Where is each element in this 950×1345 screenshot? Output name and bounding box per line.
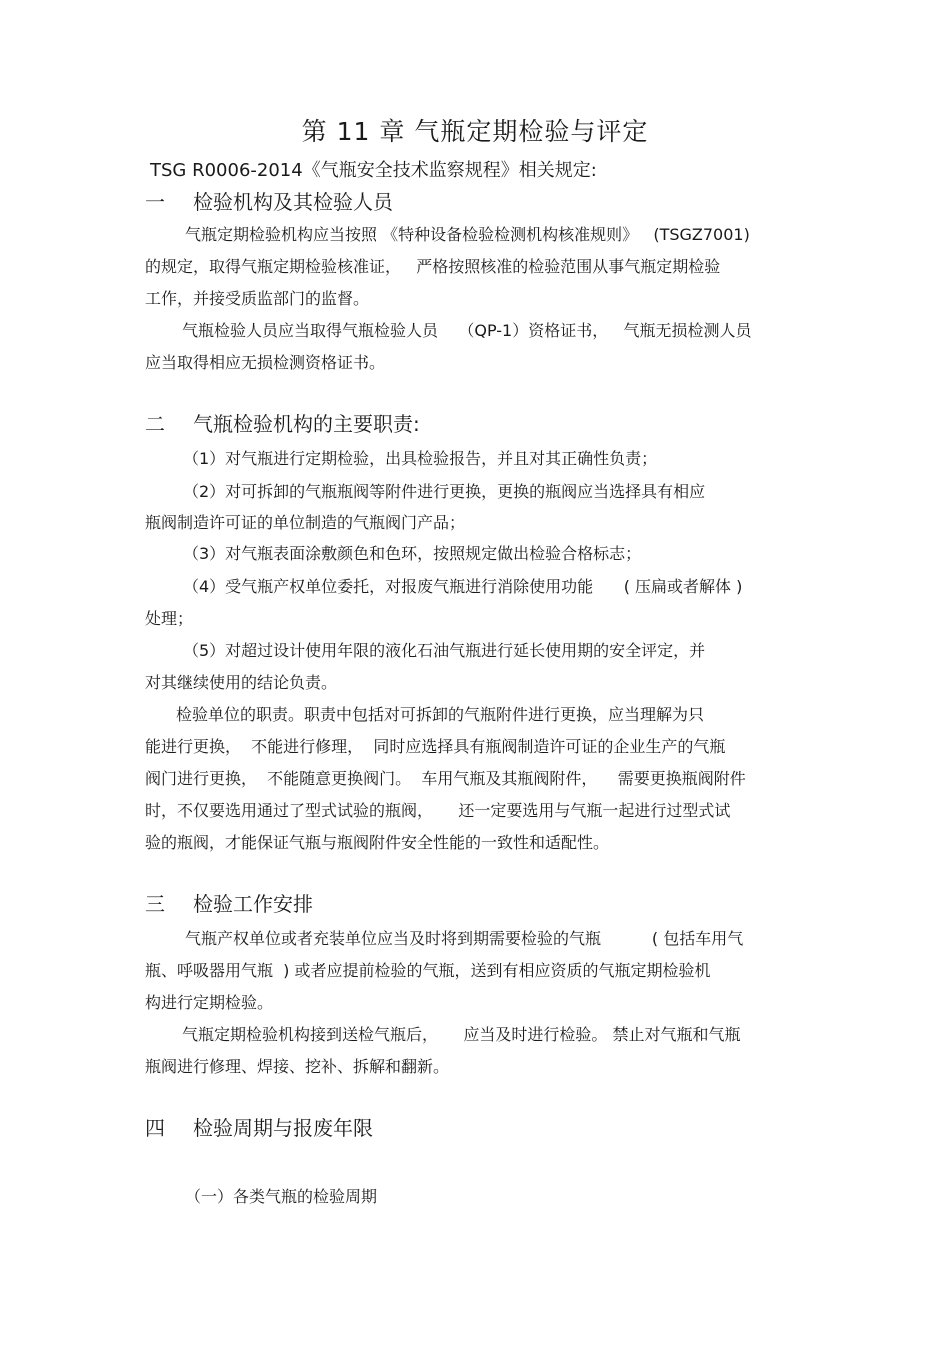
paragraph-line: 气瓶检验人员应当取得气瓶检验人员 （QP-1）资格证书， 气瓶无损检测人员 [182,321,752,340]
section-title: 检验周期与报废年限 [193,1116,373,1140]
section-title: 检验机构及其检验人员 [193,190,393,214]
paragraph-line: 气瓶产权单位或者充装单位应当及时将到期需要检验的气瓶 ( 包括车用气 [185,929,744,948]
paragraph-line: 应当取得相应无损检测资格证书。 [145,353,386,372]
section-number: 一 [145,190,165,214]
paragraph-line: 能进行更换， 不能进行修理， 同时应选择具有瓶阀制造许可证的企业生产的气瓶 [145,737,726,756]
paragraph-line: 瓶、呼吸器用气瓶 ) 或者应提前检验的气瓶，送到有相应资质的气瓶定期检验机 [145,961,711,980]
paragraph-line: 瓶阀制造许可证的单位制造的气瓶阀门产品； [145,513,466,532]
section-title: 气瓶检验机构的主要职责: [193,412,420,436]
section-heading-2 [145,408,420,437]
regulation-subtitle: TSG R0006-2014《气瓶安全技术监察规程》相关规定: [150,160,597,181]
paragraph-line: 对其继续使用的结论负责。 [145,673,338,692]
paragraph-line: 瓶阀进行修理、焊接、挖补、拆解和翻新。 [145,1057,450,1076]
paragraph-line: 气瓶定期检验机构应当按照 《特种设备检验检测机构核准规则》 (TSGZ7001) [185,225,750,244]
paragraph-line: 时，不仅要选用通过了型式试验的瓶阀， 还一定要选用与气瓶一起进行过型式试 [145,801,731,820]
paragraph-line: （4）受气瓶产权单位委托，对报废气瓶进行消除使用功能 ( 压扁或者解体 ) [183,577,743,596]
section-title: 检验工作安排 [193,892,313,916]
paragraph-line: 检验单位的职责。职责中包括对可拆卸的气瓶附件进行更换，应当理解为只 [176,705,705,724]
section-heading-3 [145,888,313,917]
paragraph-line: 的规定，取得气瓶定期检验核准证， 严格按照核准的检验范围从事气瓶定期检验 [145,257,721,276]
subsection-heading: （一）各类气瓶的检验周期 [185,1187,378,1206]
paragraph-line: 验的瓶阀，才能保证气瓶与瓶阀附件安全性能的一致性和适配性。 [145,833,610,852]
paragraph-line: （1）对气瓶进行定期检验，出具检验报告，并且对其正确性负责； [183,449,658,468]
section-heading-1 [145,186,393,215]
paragraph-line: 处理； [145,609,194,628]
paragraph-line: （5）对超过设计使用年限的液化石油气瓶进行延长使用期的安全评定，并 [183,641,706,660]
section-heading-4 [145,1112,373,1141]
paragraph-line: 工作，并接受质监部门的监督。 [145,289,370,308]
paragraph-line: 构进行定期检验。 [145,993,274,1012]
section-number: 三 [145,892,165,916]
paragraph-line: （3）对气瓶表面涂敷颜色和色环，按照规定做出检验合格标志； [183,544,642,563]
section-number: 四 [145,1116,165,1140]
section-number: 二 [145,412,165,436]
paragraph-line: 阀门进行更换， 不能随意更换阀门。 车用气瓶及其瓶阀附件， 需要更换瓶阀附件 [145,769,746,788]
chapter-title: 第 11 章 气瓶定期检验与评定 [301,117,649,146]
paragraph-line: 气瓶定期检验机构接到送检气瓶后， 应当及时进行检验。 禁止对气瓶和气瓶 [182,1025,741,1044]
paragraph-line: （2）对可拆卸的气瓶瓶阀等附件进行更换，更换的瓶阀应当选择具有相应 [183,482,706,501]
